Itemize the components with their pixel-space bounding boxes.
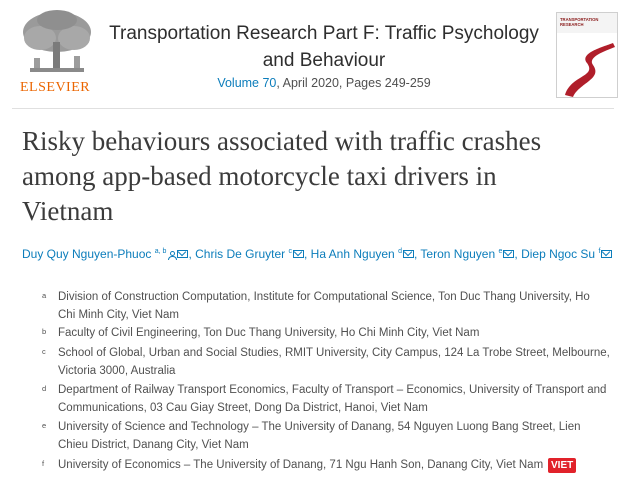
author-link[interactable]: Ha Anh Nguyen — [310, 247, 395, 261]
affiliation-letter: a — [42, 291, 47, 300]
affiliation-text: Chieu District, Danang City, Viet Nam — [58, 438, 249, 451]
email-icon[interactable] — [601, 250, 612, 258]
watermark-badge: VIET — [548, 458, 576, 473]
cover-road-graphic — [557, 13, 617, 97]
affiliation-text: Department of Railway Transport Economics, Faculty of Transport – Economics, University of Transport and — [58, 384, 607, 396]
author-link[interactable]: Teron Nguyen — [420, 247, 496, 261]
author-affiliation-marker[interactable]: f — [598, 248, 601, 255]
header-divider — [12, 108, 614, 109]
author-affiliation-marker[interactable]: a, b — [154, 248, 167, 255]
article-title-line: Risky behaviours associated with traffic crashes — [22, 126, 542, 156]
email-icon[interactable] — [503, 250, 514, 258]
article-title-line: among app-based motorcycle taxi drivers in — [22, 161, 497, 191]
affiliation-text: University of Science and Technology – The University of Danang, 54 Nguyen Luong Bang Street, Lien — [58, 421, 581, 433]
volume-link[interactable]: Volume 70 — [217, 76, 277, 90]
corresponding-author-icon[interactable] — [168, 251, 176, 259]
author-link[interactable]: Diep Ngoc Su — [521, 247, 596, 261]
journal-title-line: Transportation Research Part F: Traffic Psychology — [109, 23, 539, 44]
journal-cover-thumbnail[interactable] — [556, 12, 618, 98]
article-title — [22, 124, 612, 229]
affiliation-text: Division of Construction Computation, Institute for Computational Science, Ton Duc Thang University, Ho — [58, 291, 590, 303]
cover-title-text: TRANSPORTATION RESEARCH — [560, 17, 599, 27]
affiliation-letter: c — [42, 347, 46, 356]
affiliation-text: School of Global, Urban and Social Studies, RMIT University, City Campus, 124 La Trobe Street, Melbourne, — [58, 347, 610, 359]
affiliation-text: Faculty of Civil Engineering, Ton Duc Thang University, Ho Chi Minh City, Viet Nam — [58, 327, 480, 339]
author-link[interactable]: Chris De Gruyter — [195, 247, 286, 261]
author-link[interactable]: Duy Quy Nguyen-Phuoc — [22, 247, 152, 261]
article-title-line: Vietnam — [22, 196, 114, 226]
author-affiliation-marker[interactable]: e — [498, 248, 503, 255]
affiliation-text: Communications, 03 Cau Giay Street, Dong Da District, Hanoi, Viet Nam — [58, 401, 428, 414]
email-icon[interactable] — [293, 250, 304, 258]
journal-title-line: and Behaviour — [262, 50, 386, 71]
affiliation-letter: e — [42, 421, 47, 430]
publisher-wordmark[interactable]: ELSEVIER — [20, 80, 91, 95]
email-icon[interactable] — [177, 250, 188, 258]
journal-issue-info — [104, 76, 544, 90]
affiliation-text: Chi Minh City, Viet Nam — [58, 308, 179, 321]
affiliation-letter: b — [42, 327, 47, 336]
email-icon[interactable] — [403, 250, 414, 258]
author-affiliation-marker[interactable]: d — [398, 248, 402, 255]
journal-header — [0, 0, 626, 108]
affiliation-letter: d — [42, 384, 47, 393]
affiliation-text: Victoria 3000, Australia — [58, 364, 176, 377]
issue-date-pages: , April 2020, Pages 249-259 — [276, 76, 431, 90]
affiliation-letter: f — [42, 459, 45, 468]
author-list: Duy Quy Nguyen-Phuoc $^{a, b}$ , Chris De Gruyter $^c$ , Ha Anh Nguyen $^d$ , Teron Nguyen $^e$ , Diep Ngoc Su $^f$ — [22, 247, 622, 261]
affiliation-text: University of Economics – The University of Danang, 71 Ngu Hanh Son, Danang City, Viet Nam — [58, 459, 544, 471]
author-affiliation-marker[interactable]: c — [288, 248, 292, 255]
journal-title[interactable] — [104, 20, 544, 74]
